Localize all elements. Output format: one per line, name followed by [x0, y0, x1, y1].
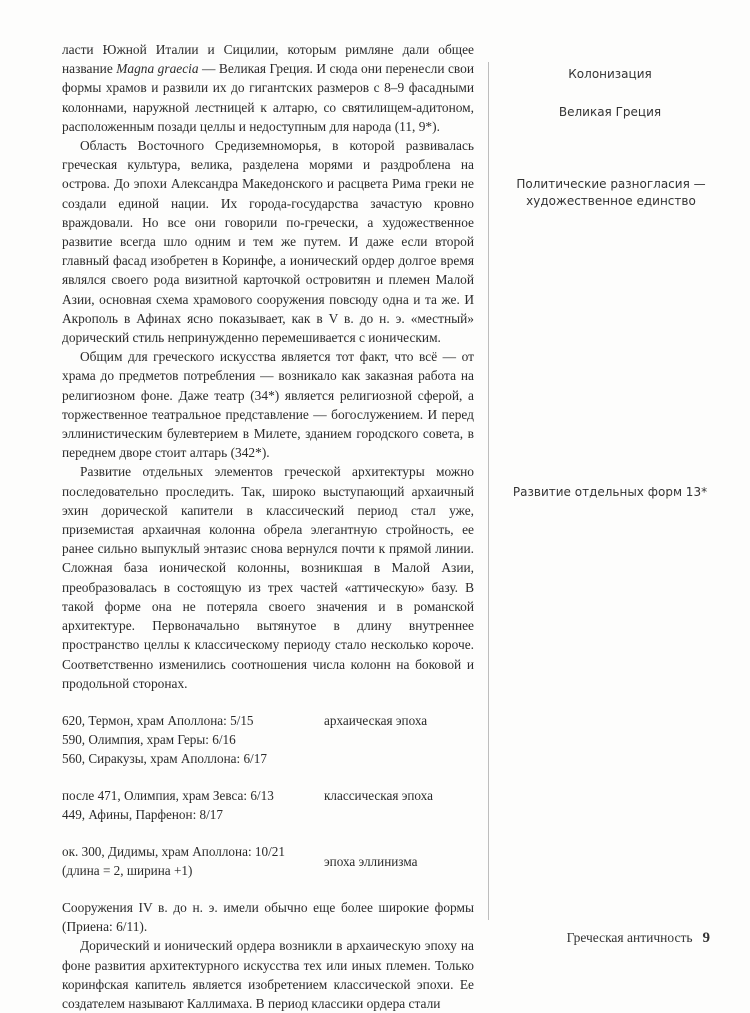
margin-note-colonization: Колонизация: [568, 67, 652, 81]
page-footer: [567, 930, 710, 947]
margin-note-forms: Развитие отдельных форм 13*: [512, 485, 708, 499]
running-title: Греческая античность: [566, 930, 693, 945]
paragraph-1-start: ласти Южной Италии и Сицилии, которым римляне дали общее название: [62, 42, 474, 77]
column-divider: [488, 62, 489, 920]
table-row-hellenism: [62, 842, 474, 880]
era-label-hellenism: эпоха эллинизма: [324, 853, 418, 869]
magna-graecia-term: Magna graecia: [116, 61, 199, 77]
paragraph-3: Общим для греческого искусства является тот факт, что всё — от храма до предметов потребления — возникало как заказная работа на религиозном фоне. Даже театр (34*) является религиозной сферой, а торжественное театральное представление — богослужением. И перед эллинистическим булевтерием в Милете, зданием городского совета, в переднем дворе стоит алтарь (342*).: [62, 349, 474, 461]
table-line: после 471, Олимпия, храм Зевса: 6/13: [62, 787, 274, 803]
paragraph-1: [62, 40, 474, 136]
temple-proportions-table: [62, 711, 474, 880]
table-row-archaic: [62, 711, 474, 768]
paragraph-5: Сооружения IV в. до н. э. имели обычно еще более широкие формы (Приена: 6/11).: [62, 899, 474, 935]
page-number: 9: [702, 930, 710, 946]
table-line: (длина = 2, ширина +1): [62, 862, 193, 878]
margin-note-magna-graecia: Великая Греция: [558, 105, 662, 119]
table-line: 560, Сиракузы, храм Аполлона: 6/17: [62, 750, 267, 766]
table-line: 590, Олимпия, храм Геры: 6/16: [62, 731, 236, 747]
era-label-classical: классическая эпоха: [324, 787, 433, 803]
table-row-classical: [62, 786, 474, 824]
table-line: ок. 300, Дидимы, храм Аполлона: 10/21: [62, 843, 285, 859]
main-text-column: [62, 40, 474, 1013]
paragraph-1-end: — Великая Греция. И сюда они перенесли свои формы храмов и развили их до гигантских размеров с 8–9 фасадными колоннами, наружной лестницей к алтарю, со святилищем-адитоном, расположенным позади целлы и недоступным для народа (11, 9*).: [62, 61, 474, 134]
paragraph-4: Развитие отдельных элементов греческой архитектуры можно последовательно проследить. Так, широко выступающий архаичный эхин дорической капители в классический период стал уже, приземистая архаичная колонна обрела элегантную стройность, ее ранее сильно выпуклый энтазис снова вернулся почти к прямой линии. Сложная база ионической колонны, возникшая в Малой Азии, преобразовалась в состоящую из трех частей «аттическую» базу. В такой форме она не потеряла своего значения и в романской архитектуре. Первоначально вытянутое в длину внутреннее пространство целлы к классическому периоду стало несколько короче. Соответственно изменились соотношения числа колонн на боковой и продольной сторонах.: [62, 464, 474, 691]
margin-note-politics: Политические разногласия — художественное единство: [516, 177, 706, 208]
paragraph-6: Дорический и ионический ордера возникли в архаическую эпоху на фоне развития архитектурного искусства тех или иных племен. Только коринфская капитель является изобретением классической эпохи. Ее создателем называют Каллимаха. В период классики ордера стали: [62, 938, 474, 1011]
paragraph-2: Область Восточного Средиземноморья, в которой развивалась греческая культура, велика, разделена морями и раздроблена на острова. До эпохи Александра Македонского и расцвета Рима греки не создали единой нации. Их города-государства зачастую кровно враждовали. Но все они говорили по-гречески, а художественное развитие всегда шло одним и тем же путем. И даже если второй главный фасад изобретен в Коринфе, а ионический ордер долгое время являлся своего рода визитной карточкой островитян и племен Малой Азии, основная схема храмового сооружения повсюду одна и та же. И Акрополь в Афинах ясно показывает, как в V в. до н. э. «местный» дорический стиль непринужденно перемешивается с ионическим.: [62, 138, 474, 346]
archaic-temples: [62, 711, 312, 768]
hellenism-temples: [62, 842, 312, 880]
era-label-archaic: архаическая эпоха: [324, 712, 428, 728]
classical-temples: [62, 786, 312, 824]
table-line: 449, Афины, Парфенон: 8/17: [62, 806, 223, 822]
table-line: 620, Термон, храм Аполлона: 5/15: [62, 712, 254, 728]
